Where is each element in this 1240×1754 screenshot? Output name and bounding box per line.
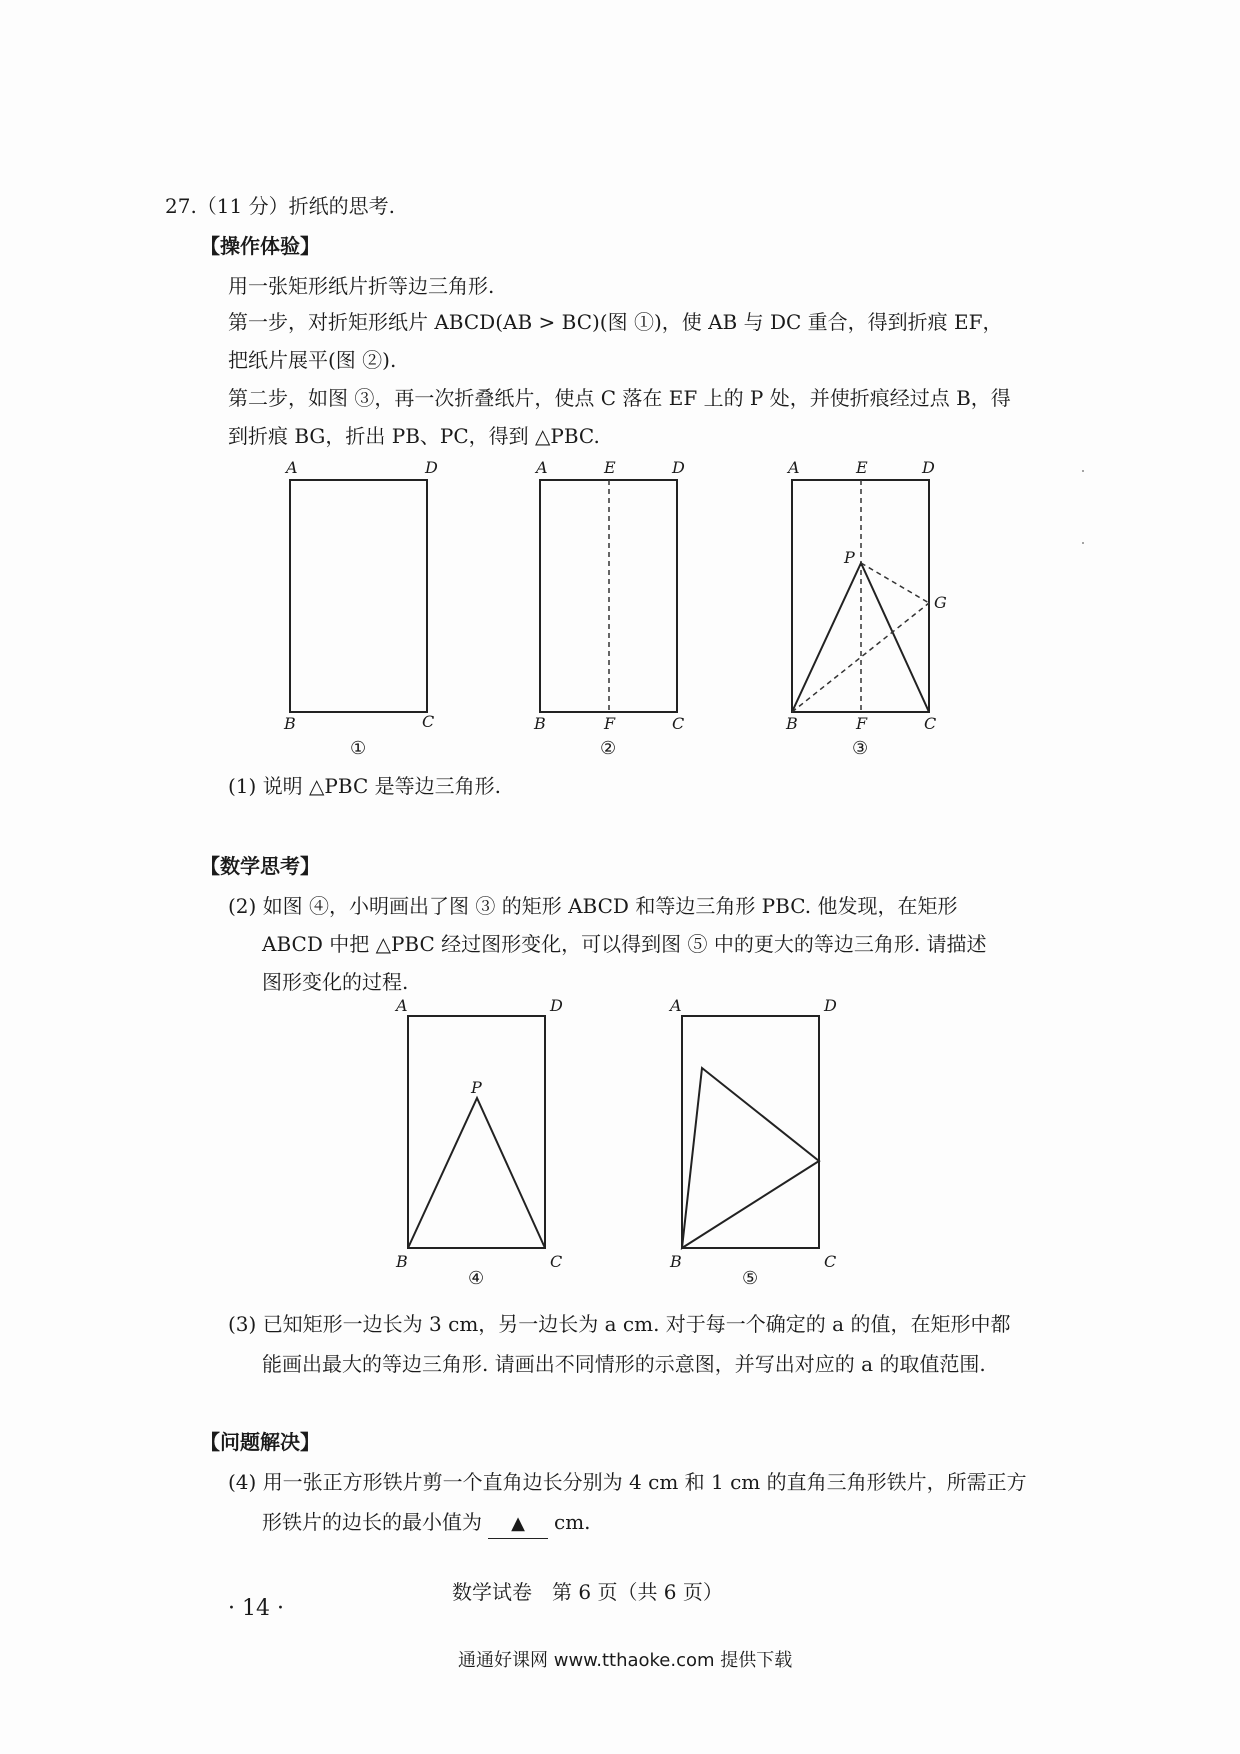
page-info: 数学试卷 第 6 页（共 6 页） <box>452 1580 723 1604</box>
label-f: F <box>856 714 868 733</box>
label-e: E <box>604 458 616 477</box>
page-marker: · 14 · <box>228 1596 284 1621</box>
question-2-cont: ABCD 中把 △PBC 经过图形变化，可以得到图 ⑤ 中的更大的等边三角形. 请描述 <box>262 932 987 956</box>
label-d: D <box>922 458 935 477</box>
figure-1-drawing <box>290 460 470 730</box>
problem-header: 27.（11 分）折纸的思考. <box>165 194 395 218</box>
figure-5 <box>670 996 862 1271</box>
triangle-marker-icon: ▲ <box>511 1513 525 1534</box>
label-a: A <box>788 458 800 477</box>
figure-1-caption: ① <box>350 738 367 759</box>
step2-text-cont: 到折痕 BG，折出 PB、PC，得到 △PBC. <box>228 424 600 448</box>
figure-3-drawing <box>792 460 992 730</box>
question-4-text: 形铁片的边长的最小值为 <box>262 1510 482 1534</box>
figure-2 <box>534 458 720 733</box>
label-c: C <box>422 712 435 731</box>
answer-blank <box>488 1508 548 1539</box>
label-b: B <box>284 714 296 733</box>
label-a: A <box>536 458 548 477</box>
source-note: 通通好课网 www.tthaoke.com 提供下载 <box>458 1650 793 1671</box>
figure-4-caption: ④ <box>468 1268 485 1289</box>
figure-1 <box>284 458 470 733</box>
label-d: D <box>425 458 438 477</box>
label-b: B <box>670 1252 682 1271</box>
label-c: C <box>672 714 685 733</box>
question-3-cont: 能画出最大的等边三角形. 请画出不同情形的示意图，并写出对应的 a 的取值范围. <box>262 1352 986 1376</box>
question-4: (4) 用一张正方形铁片剪一个直角边长分别为 4 cm 和 1 cm 的直角三角形铁片，所需正方 <box>228 1470 1027 1494</box>
question-1: (1) 说明 △PBC 是等边三角形. <box>228 774 501 798</box>
question-4-unit: cm. <box>554 1510 591 1534</box>
figure-2-drawing <box>540 460 720 730</box>
label-b: B <box>396 1252 408 1271</box>
figure-2-caption: ② <box>600 738 617 759</box>
label-a: A <box>286 458 298 477</box>
figure-4 <box>396 996 588 1271</box>
step1-text: 第一步，对折矩形纸片 ABCD(AB > BC)(图 ①)，使 AB 与 DC 重合，得到折痕 EF， <box>228 310 1003 334</box>
label-b: B <box>786 714 798 733</box>
section-heading-thinking: 【数学思考】 <box>200 854 320 878</box>
scan-artifact <box>1082 542 1084 544</box>
label-d: D <box>672 458 685 477</box>
label-c: C <box>824 1252 837 1271</box>
figure-5-caption: ⑤ <box>742 1268 759 1289</box>
label-d: D <box>550 996 563 1015</box>
label-f: F <box>604 714 616 733</box>
label-a: A <box>396 996 408 1015</box>
label-c: C <box>550 1252 563 1271</box>
section-heading-operation: 【操作体验】 <box>200 234 320 258</box>
label-b: B <box>534 714 546 733</box>
label-a: A <box>670 996 682 1015</box>
question-2: (2) 如图 ④，小明画出了图 ③ 的矩形 ABCD 和等边三角形 PBC. 他发现，在矩形 <box>228 894 958 918</box>
figure-3-caption: ③ <box>852 738 869 759</box>
figure-3 <box>786 458 992 733</box>
question-2-cont: 图形变化的过程. <box>262 970 409 994</box>
figure-5-drawing <box>682 996 862 1266</box>
label-e: E <box>856 458 868 477</box>
figure-4-drawing <box>408 996 588 1266</box>
scan-artifact <box>1082 470 1084 472</box>
question-3: (3) 已知矩形一边长为 3 cm，另一边长为 a cm. 对于每一个确定的 a 的值，在矩形中都 <box>228 1312 1011 1336</box>
section-heading-solving: 【问题解决】 <box>200 1430 320 1454</box>
question-4-cont <box>262 1508 591 1539</box>
label-p: P <box>844 548 855 567</box>
step2-text: 第二步，如图 ③，再一次折叠纸片，使点 C 落在 EF 上的 P 处，并使折痕经过点 B，得 <box>228 386 1011 410</box>
label-d: D <box>824 996 837 1015</box>
intro-text: 用一张矩形纸片折等边三角形. <box>228 274 495 298</box>
step1-text-cont: 把纸片展平(图 ②). <box>228 348 397 372</box>
label-c: C <box>924 714 937 733</box>
label-g: G <box>934 593 947 612</box>
label-p: P <box>471 1078 482 1097</box>
